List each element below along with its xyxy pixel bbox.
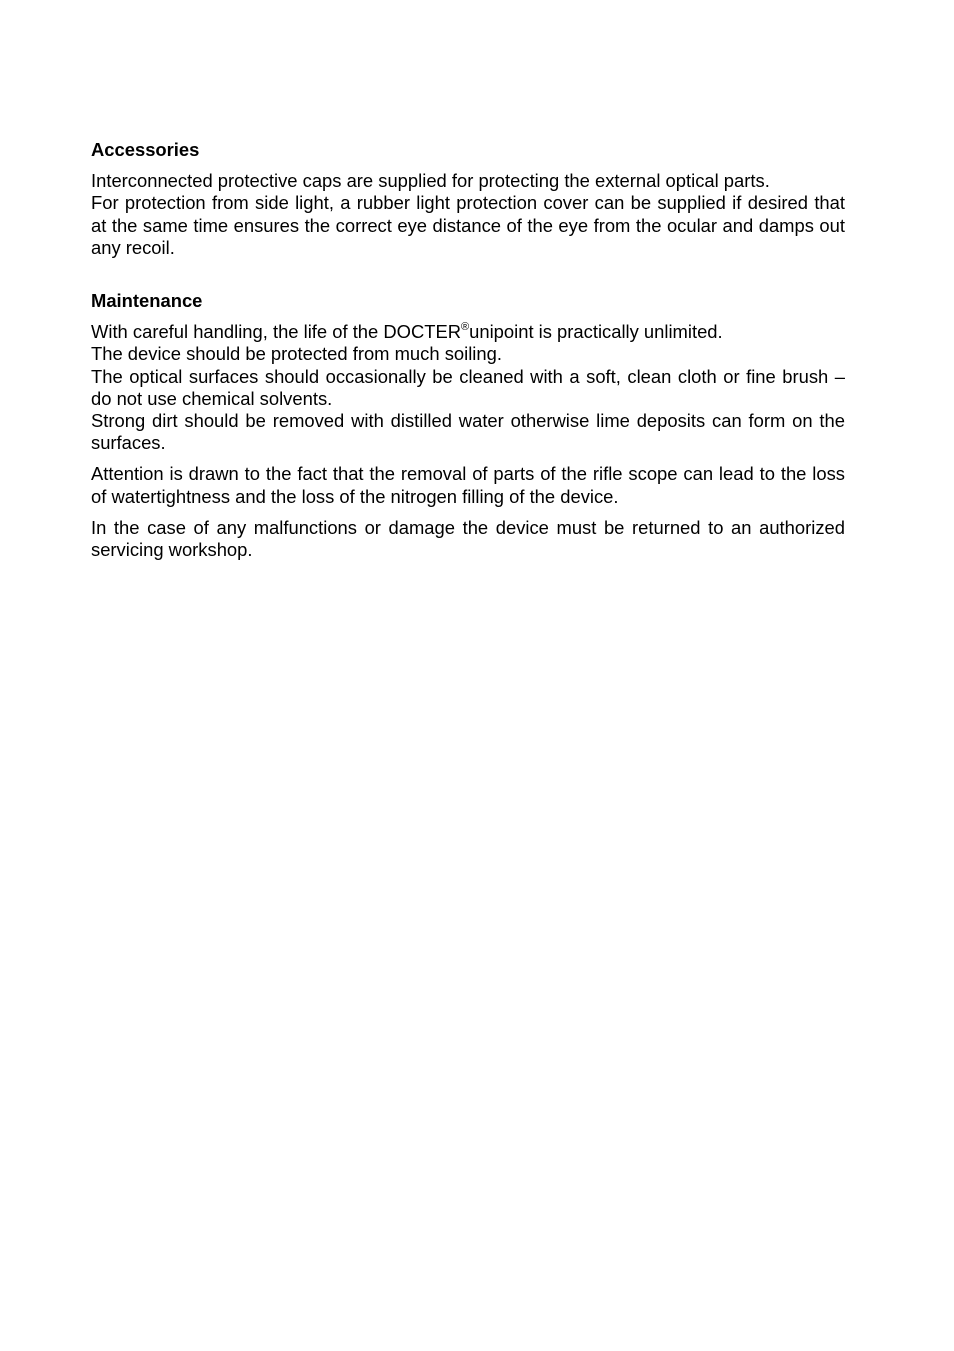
maintenance-paragraph-attention: Attention is drawn to the fact that the removal of parts of the rifle scope can lead to the loss of watertightness and the loss of the nitrogen filling of the device. — [91, 463, 845, 507]
maintenance-paragraph-cleaning: The optical surfaces should occasionally be cleaned with a soft, clean cloth or fine brush – do not use chemical solvents. — [91, 365, 845, 409]
maintenance-paragraph-life — [91, 321, 845, 343]
accessories-paragraph-caps: Interconnected protective caps are supplied for protecting the external optical parts. — [91, 170, 770, 192]
life-text-end: unipoint is practically unlimited. — [469, 321, 723, 343]
document-page — [91, 139, 845, 561]
registered-mark: ® — [461, 321, 470, 334]
life-text-start: With careful handling, the life of the DOCTER — [91, 321, 462, 343]
accessories-paragraph-cover: For protection from side light, a rubber light protection cover can be supplied if desired that at the same time ensures the correct eye distance of the eye from the ocular and damps out any recoil. — [91, 192, 845, 258]
maintenance-heading: Maintenance — [91, 290, 203, 312]
maintenance-paragraph-soiling: The device should be protected from much soiling. — [91, 343, 502, 365]
maintenance-paragraph-dirt: Strong dirt should be removed with distilled water otherwise lime deposits can form on the surfaces. — [91, 410, 845, 454]
accessories-heading: Accessories — [91, 139, 200, 160]
maintenance-paragraph-service: In the case of any malfunctions or damage the device must be returned to an authorized servicing workshop. — [91, 516, 845, 561]
